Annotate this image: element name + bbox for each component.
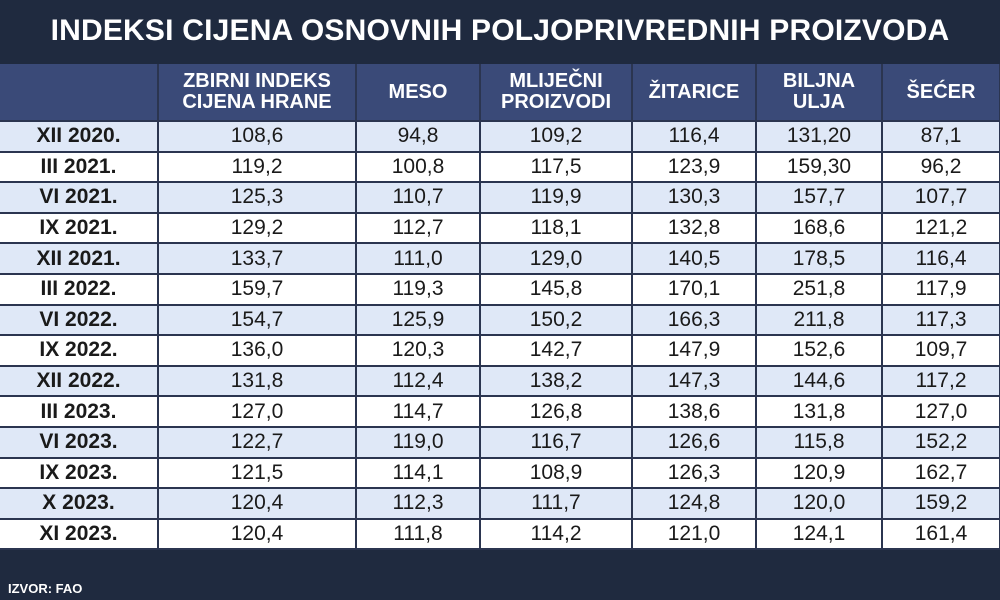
index-value-cell: 96,2 <box>882 152 1000 183</box>
row-period-label: IX 2023. <box>0 458 158 489</box>
index-value-cell: 126,6 <box>632 427 756 458</box>
index-value-cell: 125,9 <box>356 305 480 336</box>
table-row <box>0 182 1000 213</box>
row-period-label: VI 2022. <box>0 305 158 336</box>
index-value-cell: 140,5 <box>632 243 756 274</box>
index-value-cell: 114,1 <box>356 458 480 489</box>
index-value-cell: 115,8 <box>756 427 882 458</box>
index-value-cell: 121,2 <box>882 213 1000 244</box>
index-value-cell: 251,8 <box>756 274 882 305</box>
index-value-cell: 119,3 <box>356 274 480 305</box>
row-period-label: III 2023. <box>0 396 158 427</box>
index-value-cell: 130,3 <box>632 182 756 213</box>
index-value-cell: 117,9 <box>882 274 1000 305</box>
index-value-cell: 87,1 <box>882 121 1000 152</box>
index-value-cell: 126,3 <box>632 458 756 489</box>
index-value-cell: 132,8 <box>632 213 756 244</box>
column-header: ŽITARICE <box>632 64 756 121</box>
index-value-cell: 116,4 <box>632 121 756 152</box>
index-value-cell: 108,6 <box>158 121 356 152</box>
index-value-cell: 119,2 <box>158 152 356 183</box>
table-row <box>0 396 1000 427</box>
index-value-cell: 129,0 <box>480 243 632 274</box>
index-value-cell: 159,2 <box>882 488 1000 519</box>
index-value-cell: 120,4 <box>158 519 356 550</box>
index-value-cell: 117,2 <box>882 366 1000 397</box>
page-title: INDEKSI CIJENA OSNOVNIH POLJOPRIVREDNIH PROIZVODA <box>50 14 950 47</box>
column-header: MESO <box>356 64 480 121</box>
table-row <box>0 152 1000 183</box>
index-value-cell: 147,9 <box>632 335 756 366</box>
index-value-cell: 131,20 <box>756 121 882 152</box>
index-value-cell: 129,2 <box>158 213 356 244</box>
column-header: ŠEĆER <box>882 64 1000 121</box>
index-value-cell: 119,0 <box>356 427 480 458</box>
column-header: BILJNA ULJA <box>756 64 882 121</box>
index-value-cell: 154,7 <box>158 305 356 336</box>
index-value-cell: 166,3 <box>632 305 756 336</box>
index-value-cell: 111,8 <box>356 519 480 550</box>
table-row <box>0 213 1000 244</box>
index-value-cell: 127,0 <box>882 396 1000 427</box>
row-period-label: III 2022. <box>0 274 158 305</box>
column-header: MLIJEČNI PROIZVODI <box>480 64 632 121</box>
index-value-cell: 142,7 <box>480 335 632 366</box>
index-value-cell: 123,9 <box>632 152 756 183</box>
index-value-cell: 108,9 <box>480 458 632 489</box>
index-value-cell: 126,8 <box>480 396 632 427</box>
index-value-cell: 120,9 <box>756 458 882 489</box>
row-period-label: X 2023. <box>0 488 158 519</box>
table-row <box>0 335 1000 366</box>
table-row <box>0 458 1000 489</box>
index-value-cell: 120,4 <box>158 488 356 519</box>
index-value-cell: 114,7 <box>356 396 480 427</box>
index-value-cell: 120,0 <box>756 488 882 519</box>
index-value-cell: 178,5 <box>756 243 882 274</box>
index-value-cell: 144,6 <box>756 366 882 397</box>
index-value-cell: 112,7 <box>356 213 480 244</box>
index-value-cell: 111,7 <box>480 488 632 519</box>
table-row <box>0 519 1000 550</box>
index-value-cell: 112,4 <box>356 366 480 397</box>
index-value-cell: 112,3 <box>356 488 480 519</box>
index-value-cell: 119,9 <box>480 182 632 213</box>
price-index-table <box>0 64 1000 550</box>
index-value-cell: 131,8 <box>756 396 882 427</box>
header-corner <box>0 64 158 121</box>
header-row <box>0 64 1000 121</box>
index-value-cell: 150,2 <box>480 305 632 336</box>
index-value-cell: 116,7 <box>480 427 632 458</box>
table-row <box>0 305 1000 336</box>
row-period-label: XII 2020. <box>0 121 158 152</box>
row-period-label: IX 2021. <box>0 213 158 244</box>
index-value-cell: 116,4 <box>882 243 1000 274</box>
index-value-cell: 159,7 <box>158 274 356 305</box>
index-value-cell: 147,3 <box>632 366 756 397</box>
index-value-cell: 121,5 <box>158 458 356 489</box>
table-row <box>0 488 1000 519</box>
index-value-cell: 131,8 <box>158 366 356 397</box>
index-value-cell: 124,8 <box>632 488 756 519</box>
index-value-cell: 152,6 <box>756 335 882 366</box>
row-period-label: XII 2021. <box>0 243 158 274</box>
index-value-cell: 125,3 <box>158 182 356 213</box>
row-period-label: XII 2022. <box>0 366 158 397</box>
column-header: ZBIRNI INDEKS CIJENA HRANE <box>158 64 356 121</box>
index-value-cell: 170,1 <box>632 274 756 305</box>
index-value-cell: 138,6 <box>632 396 756 427</box>
index-value-cell: 109,2 <box>480 121 632 152</box>
table-row <box>0 121 1000 152</box>
index-value-cell: 118,1 <box>480 213 632 244</box>
row-period-label: III 2021. <box>0 152 158 183</box>
index-value-cell: 110,7 <box>356 182 480 213</box>
index-value-cell: 122,7 <box>158 427 356 458</box>
index-value-cell: 107,7 <box>882 182 1000 213</box>
table-row <box>0 366 1000 397</box>
index-value-cell: 120,3 <box>356 335 480 366</box>
index-value-cell: 211,8 <box>756 305 882 336</box>
index-value-cell: 109,7 <box>882 335 1000 366</box>
row-period-label: XI 2023. <box>0 519 158 550</box>
index-value-cell: 114,2 <box>480 519 632 550</box>
index-value-cell: 136,0 <box>158 335 356 366</box>
index-value-cell: 117,5 <box>480 152 632 183</box>
index-value-cell: 121,0 <box>632 519 756 550</box>
index-value-cell: 145,8 <box>480 274 632 305</box>
index-value-cell: 127,0 <box>158 396 356 427</box>
row-period-label: VI 2023. <box>0 427 158 458</box>
table-body <box>0 121 1000 549</box>
index-value-cell: 161,4 <box>882 519 1000 550</box>
index-value-cell: 124,1 <box>756 519 882 550</box>
row-period-label: IX 2022. <box>0 335 158 366</box>
table-row <box>0 274 1000 305</box>
index-value-cell: 100,8 <box>356 152 480 183</box>
index-value-cell: 111,0 <box>356 243 480 274</box>
table-row <box>0 243 1000 274</box>
index-value-cell: 159,30 <box>756 152 882 183</box>
index-value-cell: 162,7 <box>882 458 1000 489</box>
index-value-cell: 117,3 <box>882 305 1000 336</box>
index-value-cell: 157,7 <box>756 182 882 213</box>
index-value-cell: 138,2 <box>480 366 632 397</box>
index-value-cell: 94,8 <box>356 121 480 152</box>
index-value-cell: 133,7 <box>158 243 356 274</box>
table-row <box>0 427 1000 458</box>
index-value-cell: 168,6 <box>756 213 882 244</box>
index-value-cell: 152,2 <box>882 427 1000 458</box>
source-note: IZVOR: FAO <box>8 581 83 596</box>
row-period-label: VI 2021. <box>0 182 158 213</box>
